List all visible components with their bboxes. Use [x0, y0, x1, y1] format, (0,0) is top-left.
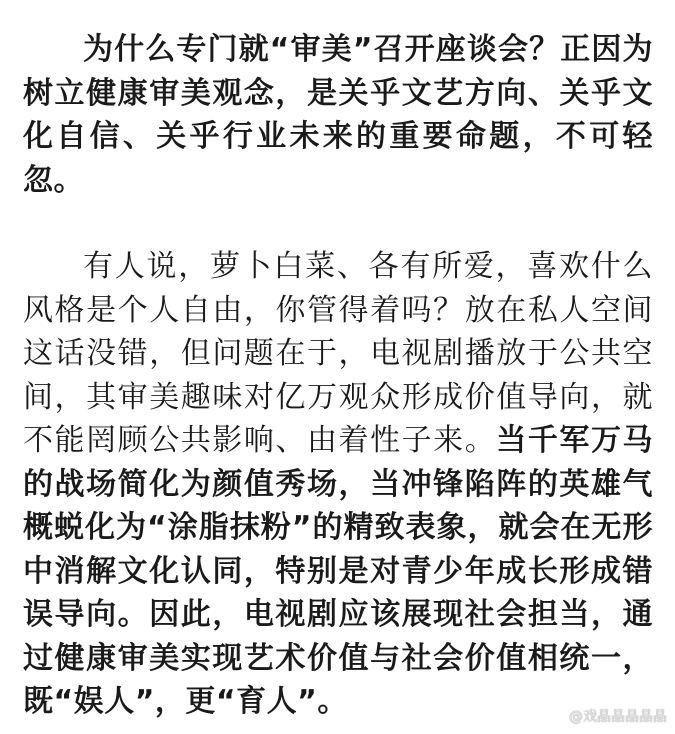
paragraph-2 — [23, 245, 653, 724]
weibo-watermark: @戏晶晶晶晶晶 — [569, 709, 667, 725]
paragraph-1 — [23, 28, 653, 202]
paragraph-2-bold-text: 当千军万马的战场简化为颜值秀场，当冲锋陷阵的英雄气概蜕化为“涂脂抹粉”的精致表象，就会在无形中消解文化认同，特别是对青少年成长形成错误导向。因此，电视剧应该展现社会担当，通过健康审美实现艺术价值与社会价值相统一，既“娱人”，更“育人”。 — [23, 423, 654, 719]
paragraph-1-bold-text: 为什么专门就“审美”召开座谈会？正因为树立健康审美观念，是关乎文艺方向、关乎文化自信、关乎行业未来的重要命题，不可轻忽。 — [23, 32, 653, 198]
paragraph-2-regular-text: 有人说，萝卜白菜、各有所爱，喜欢什么风格是个人自由，你管得着吗？放在私人空间这话没错，但问题在于，电视剧播放于公共空间，其审美趣味对亿万观众形成价值导向，就不能罔顾公共影响、由着性子来。 — [23, 249, 653, 458]
article-body — [23, 28, 653, 724]
